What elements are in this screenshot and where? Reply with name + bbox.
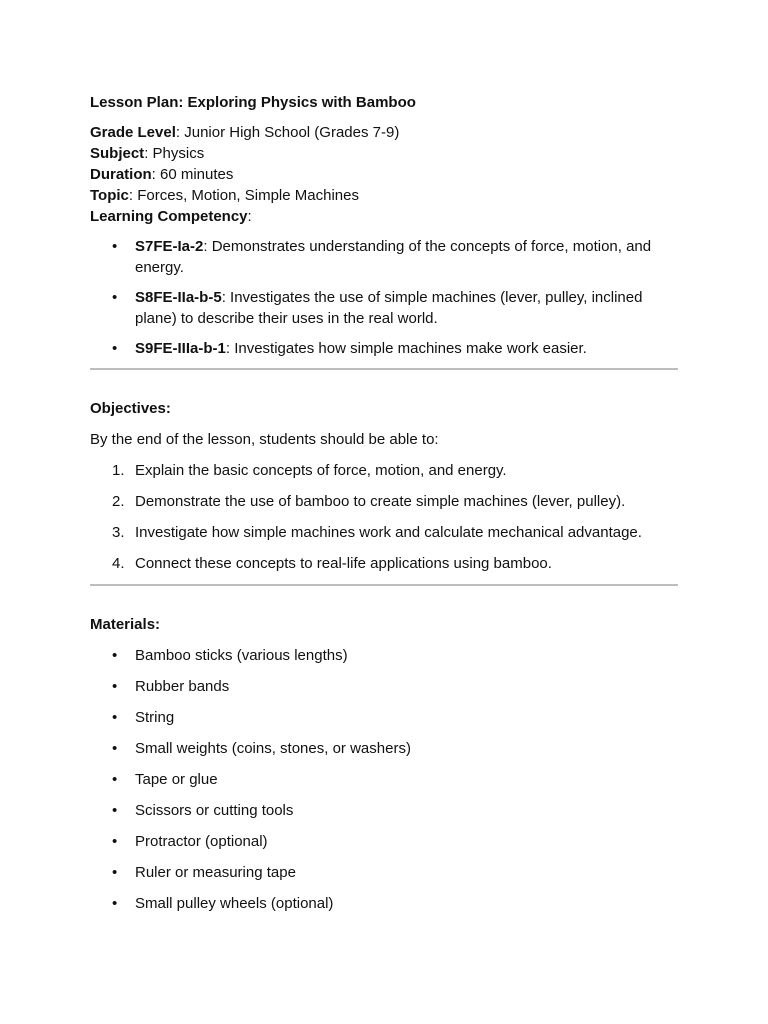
objective-text: Investigate how simple machines work and calculate mechanical advantage. [135, 524, 642, 541]
material-item [90, 862, 678, 883]
material-item [90, 831, 678, 852]
material-item [90, 707, 678, 728]
bullet-icon: • [112, 289, 118, 306]
meta-label: Learning Competency [90, 208, 248, 225]
bullet-icon: • [112, 340, 118, 357]
document-title: Lesson Plan: Exploring Physics with Bamboo [90, 94, 416, 111]
objective-item [90, 460, 678, 481]
bullet-icon: • [112, 740, 118, 757]
bullet-icon: • [112, 771, 118, 788]
objective-text: Connect these concepts to real-life applications using bamboo. [135, 555, 552, 572]
competency-text: : Demonstrates understanding of the concepts of force, motion, and energy. [135, 238, 652, 276]
competency-item [90, 236, 678, 278]
list-number: 3. [112, 524, 125, 541]
meta-topic [90, 185, 678, 206]
competency-list [90, 236, 678, 359]
meta-value: : Forces, Motion, Simple Machines [128, 187, 359, 204]
bullet-icon: • [112, 709, 118, 726]
list-number: 4. [112, 555, 125, 572]
meta-value: : Physics [144, 145, 205, 162]
meta-grade-level [90, 122, 678, 143]
bullet-icon: • [112, 833, 118, 850]
list-number: 2. [112, 493, 125, 510]
objective-item [90, 553, 678, 574]
meta-value: : Junior High School (Grades 7-9) [175, 124, 400, 141]
material-text: Scissors or cutting tools [135, 802, 294, 819]
material-item [90, 676, 678, 697]
section-divider [90, 584, 678, 586]
meta-learning-competency [90, 206, 678, 227]
material-text: String [135, 709, 175, 726]
objective-item [90, 491, 678, 512]
meta-subject [90, 143, 678, 164]
meta-label: Topic [90, 187, 129, 204]
material-text: Protractor (optional) [135, 833, 268, 850]
competency-text: : Investigates the use of simple machines (lever, pulley, inclined plane) to describe their uses in the real world. [135, 289, 643, 327]
competency-code: S8FE-IIa-b-5 [135, 289, 222, 306]
material-text: Small pulley wheels (optional) [135, 895, 334, 912]
material-item [90, 645, 678, 666]
bullet-icon: • [112, 864, 118, 881]
objective-text: Explain the basic concepts of force, motion, and energy. [135, 462, 507, 479]
bullet-icon: • [112, 647, 118, 664]
competency-code: S9FE-IIIa-b-1 [135, 340, 226, 357]
material-text: Tape or glue [135, 771, 218, 788]
objectives-intro: By the end of the lesson, students should be able to: [90, 431, 439, 448]
objectives-list [90, 460, 678, 574]
meta-value: : 60 minutes [151, 166, 234, 183]
material-text: Ruler or measuring tape [135, 864, 296, 881]
bullet-icon: • [112, 802, 118, 819]
meta-label: Subject [90, 145, 145, 162]
meta-block [90, 122, 678, 227]
section-divider [90, 368, 678, 370]
bullet-icon: • [112, 678, 118, 695]
meta-duration [90, 164, 678, 185]
competency-item [90, 338, 678, 359]
material-item [90, 738, 678, 759]
meta-label: Grade Level [90, 124, 176, 141]
objective-text: Demonstrate the use of bamboo to create simple machines (lever, pulley). [135, 493, 626, 510]
list-number: 1. [112, 462, 125, 479]
lesson-plan-document [90, 92, 678, 924]
material-text: Rubber bands [135, 678, 230, 695]
material-item [90, 769, 678, 790]
bullet-icon: • [112, 895, 118, 912]
material-text: Bamboo sticks (various lengths) [135, 647, 348, 664]
material-item [90, 800, 678, 821]
objectives-heading: Objectives: [90, 400, 171, 417]
meta-label: Duration [90, 166, 152, 183]
objective-item [90, 522, 678, 543]
materials-heading: Materials: [90, 616, 161, 633]
competency-code: S7FE-Ia-2 [135, 238, 204, 255]
meta-value: : [247, 208, 252, 225]
bullet-icon: • [112, 238, 118, 255]
competency-item [90, 287, 678, 329]
material-text: Small weights (coins, stones, or washers) [135, 740, 411, 757]
material-item [90, 893, 678, 914]
materials-list [90, 645, 678, 914]
competency-text: : Investigates how simple machines make work easier. [225, 340, 587, 357]
